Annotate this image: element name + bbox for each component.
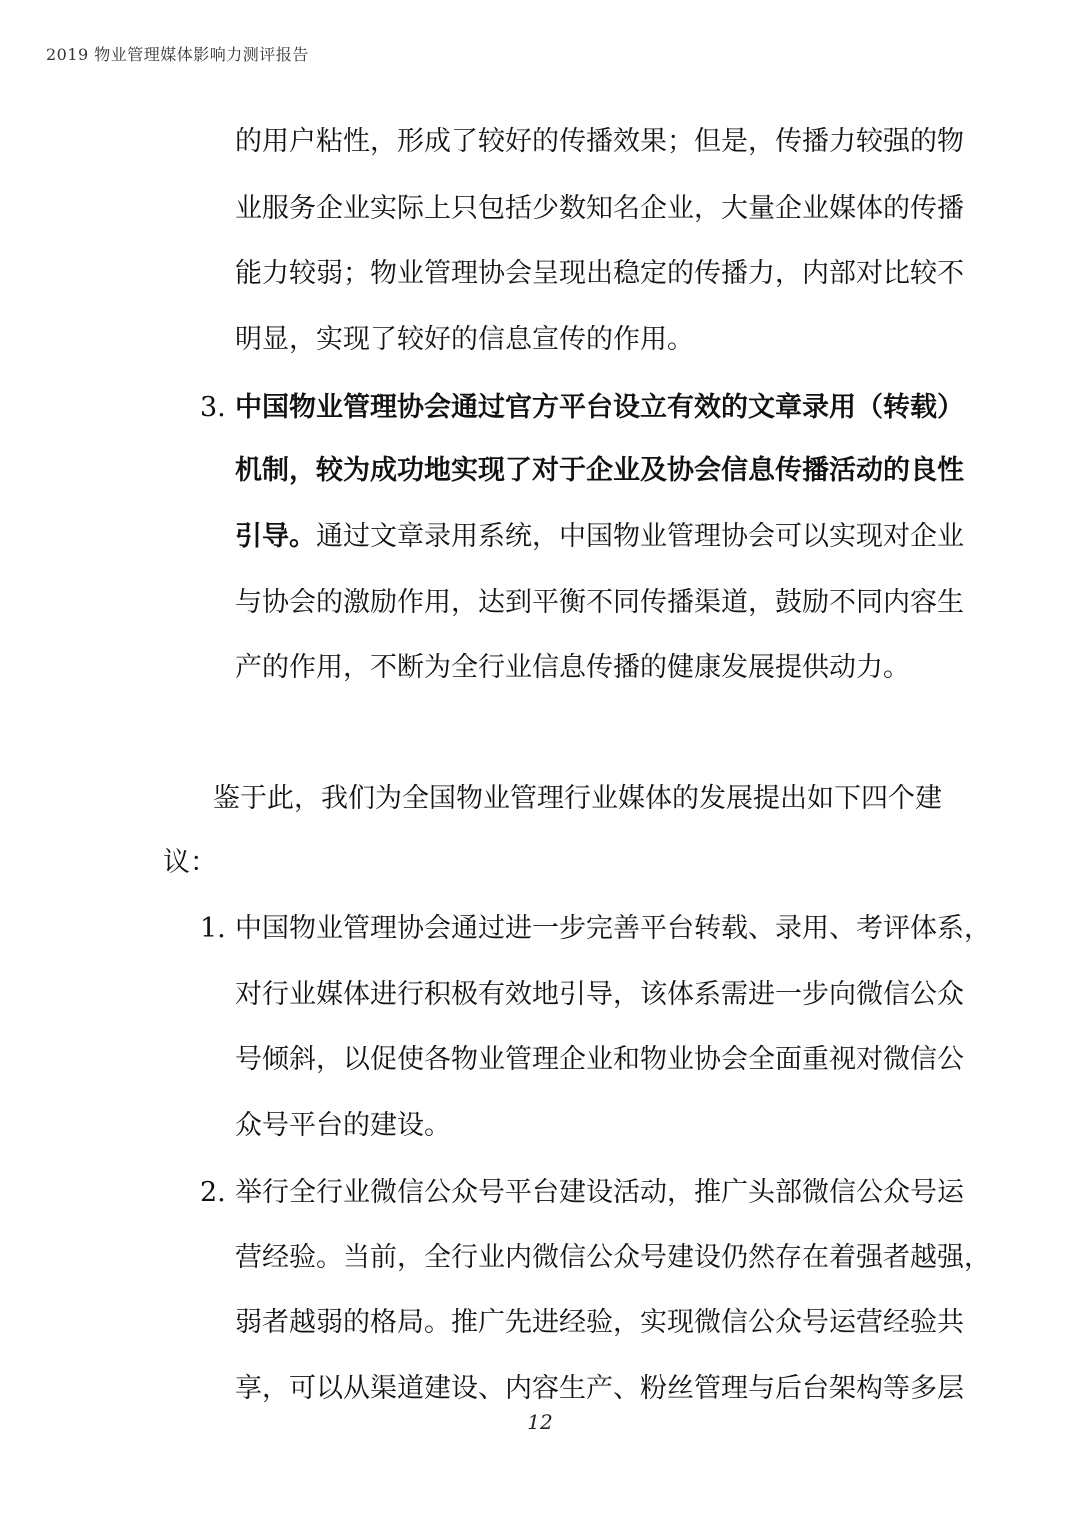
list-item-bold-line: 中国物业管理协会通过官方平台设立有效的文章录用（转载） xyxy=(235,392,964,423)
list-item-line xyxy=(235,519,964,555)
list-item-line: 中国物业管理协会通过进一步完善平台转载、录用、考评体系， xyxy=(235,913,991,944)
paragraph-line: 业服务企业实际上只包括少数知名企业，大量企业媒体的传播 xyxy=(235,193,964,224)
list-item-line: 举行全行业微信公众号平台建设活动，推广头部微信公众号运 xyxy=(235,1177,964,1208)
list-number: 1. xyxy=(200,913,226,944)
bold-lead-text: 引导。 xyxy=(235,521,316,552)
list-item-line: 对行业媒体进行积极有效地引导，该体系需进一步向微信公众 xyxy=(235,979,964,1010)
paragraph-line: 明显，实现了较好的信息宣传的作用。 xyxy=(235,324,694,355)
list-item-bold-line: 机制，较为成功地实现了对于企业及协会信息传播活动的良性 xyxy=(235,455,964,486)
list-item-line: 享，可以从渠道建设、内容生产、粉丝管理与后台架构等多层 xyxy=(235,1373,964,1404)
paragraph-line: 的用户粘性，形成了较好的传播效果；但是，传播力较强的物 xyxy=(235,126,964,157)
list-item-line: 与协会的激励作用，达到平衡不同传播渠道，鼓励不同内容生 xyxy=(235,587,964,618)
intro-paragraph-line: 鉴于此，我们为全国物业管理行业媒体的发展提出如下四个建 xyxy=(213,783,942,814)
list-number: 2. xyxy=(200,1177,226,1208)
list-item-line: 号倾斜，以促使各物业管理企业和物业协会全面重视对微信公 xyxy=(235,1044,964,1075)
intro-paragraph-line: 议： xyxy=(163,847,217,878)
paragraph-line: 能力较弱；物业管理协会呈现出稳定的传播力，内部对比较不 xyxy=(235,258,964,289)
list-item-line: 营经验。当前，全行业内微信公众号建设仍然存在着强者越强， xyxy=(235,1242,991,1273)
page-number: 12 xyxy=(527,1410,553,1434)
list-number: 3. xyxy=(200,392,226,423)
running-header: 2019 物业管理媒体影响力测评报告 xyxy=(46,45,309,64)
regular-text: 通过文章录用系统，中国物业管理协会可以实现对企业 xyxy=(316,521,964,552)
list-item-line: 弱者越弱的格局。推广先进经验，实现微信公众号运营经验共 xyxy=(235,1307,964,1338)
list-item-line: 众号平台的建设。 xyxy=(235,1110,451,1141)
list-item-line: 产的作用，不断为全行业信息传播的健康发展提供动力。 xyxy=(235,652,910,683)
